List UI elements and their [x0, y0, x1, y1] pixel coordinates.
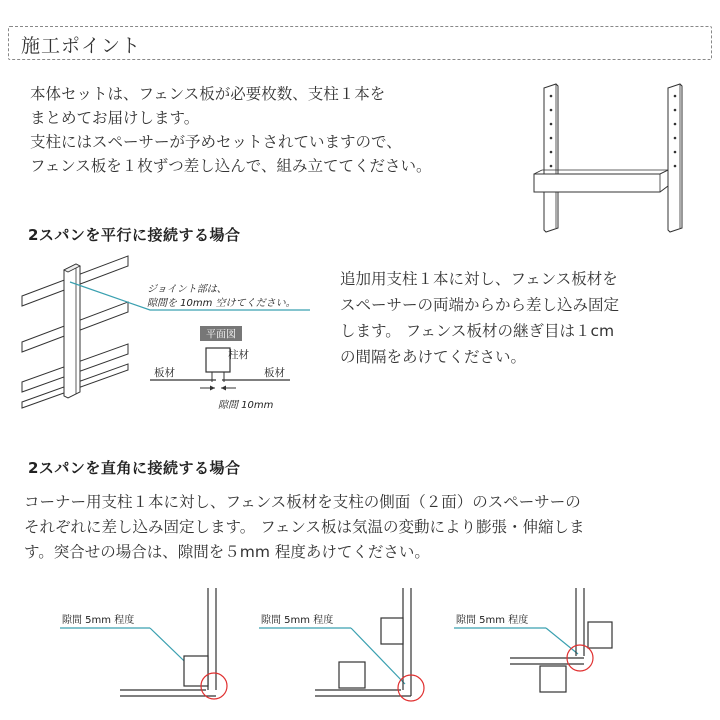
intro-line: 支柱にはスペーサーが予めセットされていますので、 [30, 133, 402, 151]
intro-text [30, 82, 431, 178]
section1-line: の間隔をあけてください。 [340, 348, 527, 366]
section1-text [340, 266, 619, 370]
corner-gap-label-2: 隙間 5mm 程度 [261, 615, 334, 626]
section2-line: コーナー用支柱１本に対し、フェンス板材を支柱の側面（２面）のスペーサーの [24, 493, 581, 511]
section-title-box [8, 26, 712, 60]
joint-callout [145, 280, 325, 314]
section2-heading: 2スパンを直角に接続する場合 [28, 459, 241, 477]
section2-text [24, 490, 584, 565]
section1-heading: 2スパンを平行に接続する場合 [28, 226, 241, 244]
intro-line: 本体セットは、フェンス板が必要枚数、支柱１本を [30, 85, 386, 103]
corner-diagram-2 [255, 586, 455, 711]
corner-diagram-3 [450, 586, 650, 711]
intro-line: まとめてお届けします。 [30, 109, 200, 127]
post-label: 柱材 [228, 349, 249, 361]
section1-line: します。 フェンス板材の継ぎ目は１cm [340, 322, 615, 340]
section2-line: す。突合せの場合は、隙間を５mm 程度あけてください。 [24, 543, 430, 561]
plan-label: 平面図 [206, 329, 236, 341]
callout-line-1: ジョイント部は、 [147, 284, 227, 295]
page-title: 施工ポイント [21, 35, 142, 57]
corner-gap-label-3: 隙間 5mm 程度 [456, 615, 529, 626]
plan-view-diagram [150, 326, 310, 416]
gap-label: 隙間 10mm [218, 400, 274, 411]
corner-diagram-1 [40, 586, 240, 711]
section1-line: スペーサーの両端からから差し込み固定 [340, 296, 620, 314]
section1-line: 追加用支柱１本に対し、フェンス板材を [340, 270, 618, 288]
callout-line-2: 隙間を 10mm 空けてください。 [147, 298, 296, 309]
post-square [206, 348, 230, 372]
board-right-label: 板材 [264, 367, 285, 379]
fence-set-illustration [530, 78, 700, 243]
corner-gap-label-1: 隙間 5mm 程度 [62, 615, 135, 626]
section2-line: それぞれに差し込み固定します。 フェンス板は気温の変動により膨張・伸縮しま [24, 518, 585, 536]
board-left-label: 板材 [154, 367, 175, 379]
intro-line: フェンス板を１枚ずつ差し込んで、組み立ててください。 [30, 157, 432, 175]
